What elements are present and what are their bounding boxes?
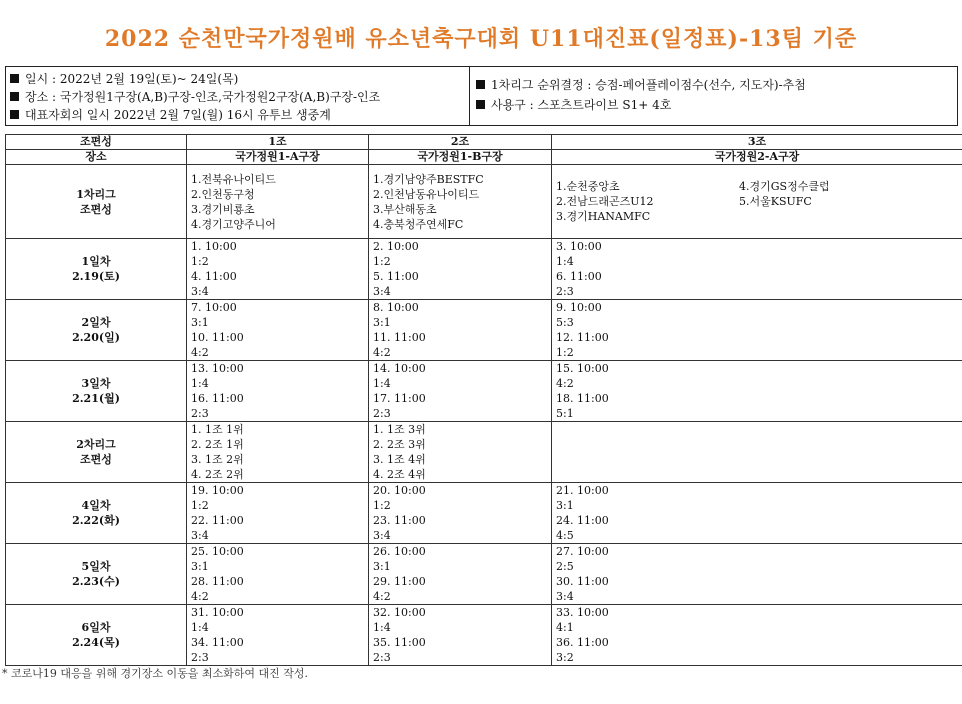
match-time: 1. 10:00	[191, 240, 237, 253]
bullet-square-icon	[476, 100, 485, 109]
match-time: 9. 10:00	[556, 301, 602, 314]
day-row	[6, 483, 962, 544]
match-time: 12. 11:00	[556, 331, 609, 344]
venue-group-2: 국가정원1-B구장	[369, 150, 552, 165]
info-meeting: 대표자회의 일시 2022년 2월 7일(월) 16시 유투브 생중계	[10, 106, 465, 124]
match-cell-g1	[187, 361, 369, 422]
header-group-2: 2조	[369, 135, 552, 150]
bullet-square-icon	[10, 74, 19, 83]
match-time: 20. 10:00	[373, 484, 426, 497]
info-left	[6, 67, 470, 125]
match-pairing: 3:4	[373, 285, 391, 298]
match-pairing: 3:1	[191, 316, 209, 329]
match-pairing: 4:2	[373, 346, 391, 359]
day-label: 2일차 2.20(일)	[6, 300, 187, 361]
match-time: 21. 10:00	[556, 484, 609, 497]
match-cell-g1	[187, 544, 369, 605]
info-box	[5, 66, 958, 126]
first-league-label: 1차리그 조편성	[6, 165, 187, 239]
match-cell-g3	[552, 239, 962, 300]
day-row	[6, 361, 962, 422]
match-time: 19. 10:00	[191, 484, 244, 497]
info-ranking-rule: 1차리그 순위결정 : 승점-페어플레이점수(선수, 지도자)-추첨	[476, 75, 951, 95]
day-label: 4일차 2.22(화)	[6, 483, 187, 544]
schedule-table	[5, 134, 962, 666]
match-time: 24. 11:00	[556, 514, 609, 527]
match-time: 4. 11:00	[191, 270, 237, 283]
match-pairing: 1:2	[373, 499, 391, 512]
match-pairing: 1:2	[373, 255, 391, 268]
page-title: 2022 순천만국가정원배 유소년축구대회 U11대진표(일정표)-13팀 기준	[104, 26, 858, 52]
match-pairing: 3:4	[373, 529, 391, 542]
match-time: 26. 10:00	[373, 545, 426, 558]
match-pairing: 2:5	[556, 560, 574, 573]
match-cell-g2	[369, 361, 552, 422]
info-date: 일시 : 2022년 2월 19일(토)~ 24일(목)	[10, 70, 465, 88]
day-row	[6, 300, 962, 361]
match-cell-g3	[552, 483, 962, 544]
match-cell-g3	[552, 605, 962, 666]
match-pairing: 4:2	[191, 590, 209, 603]
bullet-square-icon	[476, 80, 485, 89]
match-time: 3. 10:00	[556, 240, 602, 253]
match-time: 30. 11:00	[556, 575, 609, 588]
match-cell-g1	[187, 239, 369, 300]
match-pairing: 2:3	[373, 651, 391, 664]
match-time: 29. 11:00	[373, 575, 426, 588]
match-time: 25. 10:00	[191, 545, 244, 558]
bullet-square-icon	[10, 110, 19, 119]
match-pairing: 3:1	[556, 499, 574, 512]
day-label: 5일차 2.23(수)	[6, 544, 187, 605]
day-row	[6, 605, 962, 666]
match-pairing: 1:4	[373, 377, 391, 390]
match-pairing: 1:2	[191, 255, 209, 268]
match-time: 15. 10:00	[556, 362, 609, 375]
header-cell: 장소	[6, 150, 187, 165]
match-pairing: 4:1	[556, 621, 574, 634]
header-group-1: 1조	[187, 135, 369, 150]
day-label: 1일차 2.19(토)	[6, 239, 187, 300]
match-pairing: 3:1	[373, 316, 391, 329]
match-pairing: 1:4	[191, 377, 209, 390]
day-label: 6일차 2.24(목)	[6, 605, 187, 666]
match-time: 36. 11:00	[556, 636, 609, 649]
match-pairing: 1:4	[556, 255, 574, 268]
info-venue: 장소 : 국가정원1구장(A,B)구장-인조,국가정원2구장(A,B)구장-인조	[10, 88, 465, 106]
header-cell: 조편성	[6, 135, 187, 150]
match-time: 14. 10:00	[373, 362, 426, 375]
match-pairing: 2:3	[191, 651, 209, 664]
match-time: 32. 10:00	[373, 606, 426, 619]
match-time: 13. 10:00	[191, 362, 244, 375]
match-time: 7. 10:00	[191, 301, 237, 314]
days-second	[6, 483, 962, 666]
match-pairing: 1:2	[191, 499, 209, 512]
match-pairing: 1:4	[191, 621, 209, 634]
match-time: 6. 11:00	[556, 270, 602, 283]
match-time: 31. 10:00	[191, 606, 244, 619]
day-row	[6, 544, 962, 605]
match-time: 10. 11:00	[191, 331, 244, 344]
match-time: 22. 11:00	[191, 514, 244, 527]
venue-group-1: 국가정원1-A구장	[187, 150, 369, 165]
match-pairing: 3:2	[556, 651, 574, 664]
second-league-g3	[552, 422, 962, 483]
match-time: 23. 11:00	[373, 514, 426, 527]
header-group-3: 3조	[552, 135, 962, 150]
match-cell-g2	[369, 300, 552, 361]
match-pairing: 4:2	[373, 590, 391, 603]
match-pairing: 2:3	[556, 285, 574, 298]
header-row-venues	[6, 150, 962, 165]
match-time: 34. 11:00	[191, 636, 244, 649]
match-time: 33. 10:00	[556, 606, 609, 619]
match-pairing: 1:2	[556, 346, 574, 359]
match-time: 27. 10:00	[556, 545, 609, 558]
match-cell-g3	[552, 300, 962, 361]
first-league-g2: 1.경기남양주BESTFC 2.인천남동유나이티드 3.부산해동초 4.충북청주연세FC	[369, 165, 552, 239]
info-ball: 사용구 : 스포츠트라이브 S1+ 4호	[476, 95, 951, 115]
second-league-g2: 1. 1조 3위 2. 2조 3위 3. 1조 4위 4. 2조 4위	[369, 422, 552, 483]
first-league-g1: 1.전북유나이티드 2.인천동구청 3.경기비룡초 4.경기고양주니어	[187, 165, 369, 239]
match-pairing: 3:4	[191, 529, 209, 542]
match-pairing: 4:5	[556, 529, 574, 542]
first-league-g3: 1.순천중앙초 2.전남드래곤즈U12 3.경기HANAMFC 4.경기GS정수클럽 5.서울KSUFC	[552, 165, 962, 239]
day-label: 3일차 2.21(월)	[6, 361, 187, 422]
match-cell-g2	[369, 483, 552, 544]
second-league-label: 2차리그 조편성	[6, 422, 187, 483]
match-pairing: 3:4	[556, 590, 574, 603]
match-time: 17. 11:00	[373, 392, 426, 405]
match-cell-g1	[187, 483, 369, 544]
match-pairing: 4:2	[556, 377, 574, 390]
match-cell-g1	[187, 300, 369, 361]
match-cell-g3	[552, 361, 962, 422]
match-pairing: 4:2	[191, 346, 209, 359]
bullet-square-icon	[10, 92, 19, 101]
second-league-row	[6, 422, 962, 483]
match-cell-g2	[369, 605, 552, 666]
match-time: 16. 11:00	[191, 392, 244, 405]
match-pairing: 2:3	[373, 407, 391, 420]
days-first	[6, 239, 962, 422]
match-time: 11. 11:00	[373, 331, 426, 344]
day-row	[6, 239, 962, 300]
first-league-row	[6, 165, 962, 239]
info-right	[470, 67, 957, 125]
match-pairing: 3:1	[191, 560, 209, 573]
match-cell-g3	[552, 544, 962, 605]
match-time: 5. 11:00	[373, 270, 419, 283]
match-pairing: 1:4	[373, 621, 391, 634]
match-time: 2. 10:00	[373, 240, 419, 253]
match-cell-g2	[369, 239, 552, 300]
footnote: * 코로나19 대응을 위해 경기장소 이동을 최소화하여 대진 작성.	[2, 667, 308, 680]
match-time: 8. 10:00	[373, 301, 419, 314]
match-pairing: 5:1	[556, 407, 574, 420]
match-time: 35. 11:00	[373, 636, 426, 649]
match-pairing: 2:3	[191, 407, 209, 420]
venue-group-3: 국가정원2-A구장	[552, 150, 962, 165]
header-row-groups	[6, 135, 962, 150]
match-pairing: 3:1	[373, 560, 391, 573]
match-time: 18. 11:00	[556, 392, 609, 405]
match-cell-g2	[369, 544, 552, 605]
match-pairing: 3:4	[191, 285, 209, 298]
match-pairing: 5:3	[556, 316, 574, 329]
match-time: 28. 11:00	[191, 575, 244, 588]
second-league-g1: 1. 1조 1위 2. 2조 1위 3. 1조 2위 4. 2조 2위	[187, 422, 369, 483]
match-cell-g1	[187, 605, 369, 666]
